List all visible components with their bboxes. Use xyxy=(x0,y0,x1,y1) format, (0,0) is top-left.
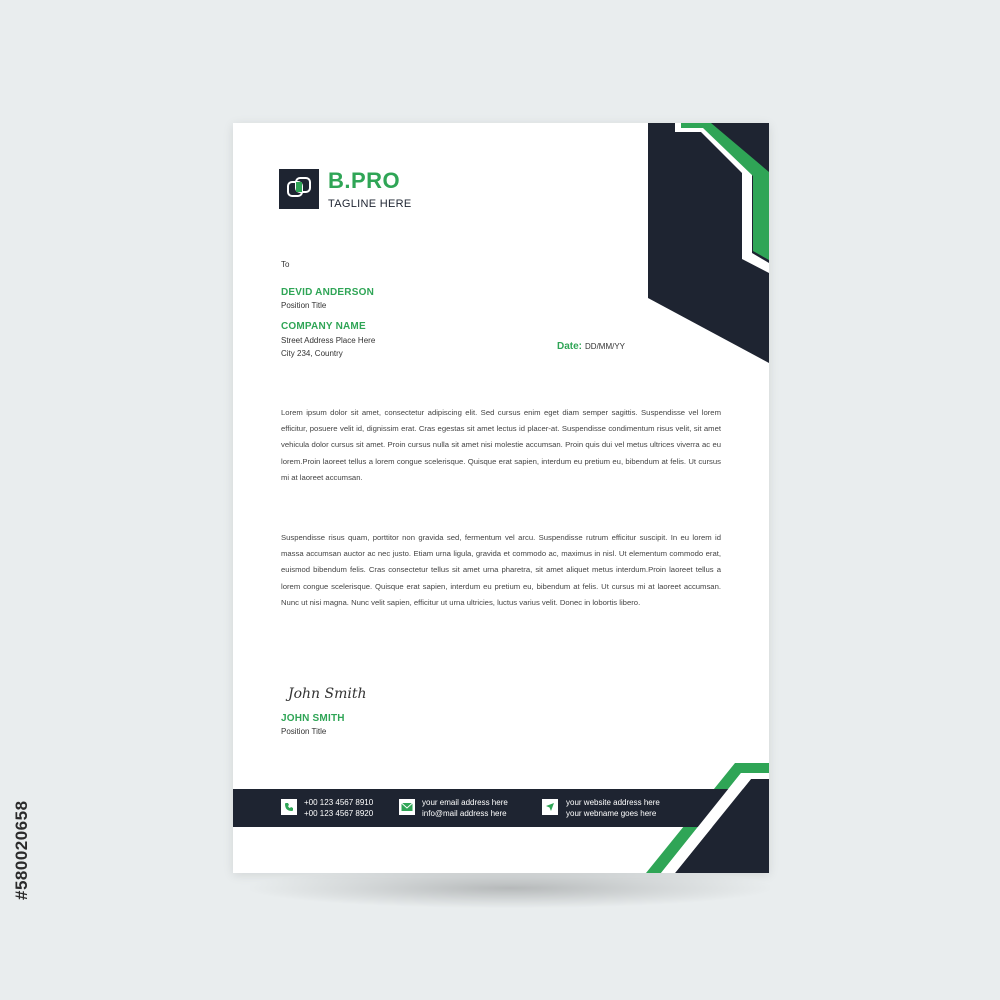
to-label: To xyxy=(281,260,290,269)
sender-position: Position Title xyxy=(281,727,327,736)
city-country: City 234, Country xyxy=(281,349,343,358)
footer-overlay-shapes xyxy=(233,123,769,873)
envelope-icon xyxy=(399,799,415,815)
letterhead-page xyxy=(233,123,769,873)
phone-number-2: +00 123 4567 8920 xyxy=(304,809,374,818)
email-address-2: info@mail address here xyxy=(422,809,507,818)
sender-name: JOHN SMITH xyxy=(281,713,345,724)
body-paragraph-1: Lorem ipsum dolor sit amet, consectetur adipiscing elit. Sed cursus enim eget diam semper sagittis. Suspendisse vel lorem efficitur, posuere velit id, dignissim erat. Cras egestas sit amet lectus id placer-at. Suspendisse condimentum risus velit, sit amet vehicula dolor cursus sit amet. Proin cursus nulla sit amet nisi molestie accumsan. Proin quis dui vel metus ultrices viverra ac eu lorem.Proin laoreet tellus a lorem congue scelerisque. Quisque erat sapien, interdum eu pretium eu, bibendum at felis. Ut cursus mi at laoreet accumsan. xyxy=(281,408,721,482)
email-address-1: your email address here xyxy=(422,798,508,807)
cursor-arrow-icon xyxy=(542,799,558,815)
handwritten-signature: John Smith xyxy=(288,686,367,702)
date-label: Date: xyxy=(557,341,583,352)
website-address: your website address here xyxy=(566,798,660,807)
interlocked-squares-icon xyxy=(279,169,319,209)
vertical-image-id: #580020658 xyxy=(12,800,31,900)
recipient-position: Position Title xyxy=(281,301,327,310)
date-line xyxy=(557,341,625,352)
webname: your webname goes here xyxy=(566,809,657,818)
phone-icon xyxy=(281,799,297,815)
body-paragraph-2: Suspendisse risus quam, porttitor non gravida sed, fermentum vel arcu. Suspendisse rutrum efficitur suscipit. In eu lorem id massa accumsan auctor ac nec justo. Etiam urna ligula, gravida et commodo ac, maximus in nisl. Ut elementum commodo erat, euismod bibendum felis. Cras consectetur tellus sit amet urna pharetra, sit amet aliquet metus interdum.Proin laoreet tellus a lorem congue scelerisque. Quisque erat sapien, interdum eu pretium eu, bibendum at felis. Ut cursus mi at laoreet accumsan. Nunc ut nisi magna. Nunc velit sapien, efficitur ut urna ultricies, luctus varius velit. Donec in lobortis libero. xyxy=(281,533,721,607)
page-shadow xyxy=(250,868,770,908)
footer-white-gap xyxy=(661,773,769,873)
brand-tagline: TAGLINE HERE xyxy=(328,198,412,210)
phone-number-1: +00 123 4567 8910 xyxy=(304,798,374,807)
date-value: DD/MM/YY xyxy=(585,342,626,351)
brand-name: B.PRO xyxy=(328,168,401,193)
company-name: COMPANY NAME xyxy=(281,321,366,332)
brand-logo xyxy=(279,169,319,209)
street-address: Street Address Place Here xyxy=(281,336,376,345)
recipient-name: DEVID ANDERSON xyxy=(281,287,374,298)
